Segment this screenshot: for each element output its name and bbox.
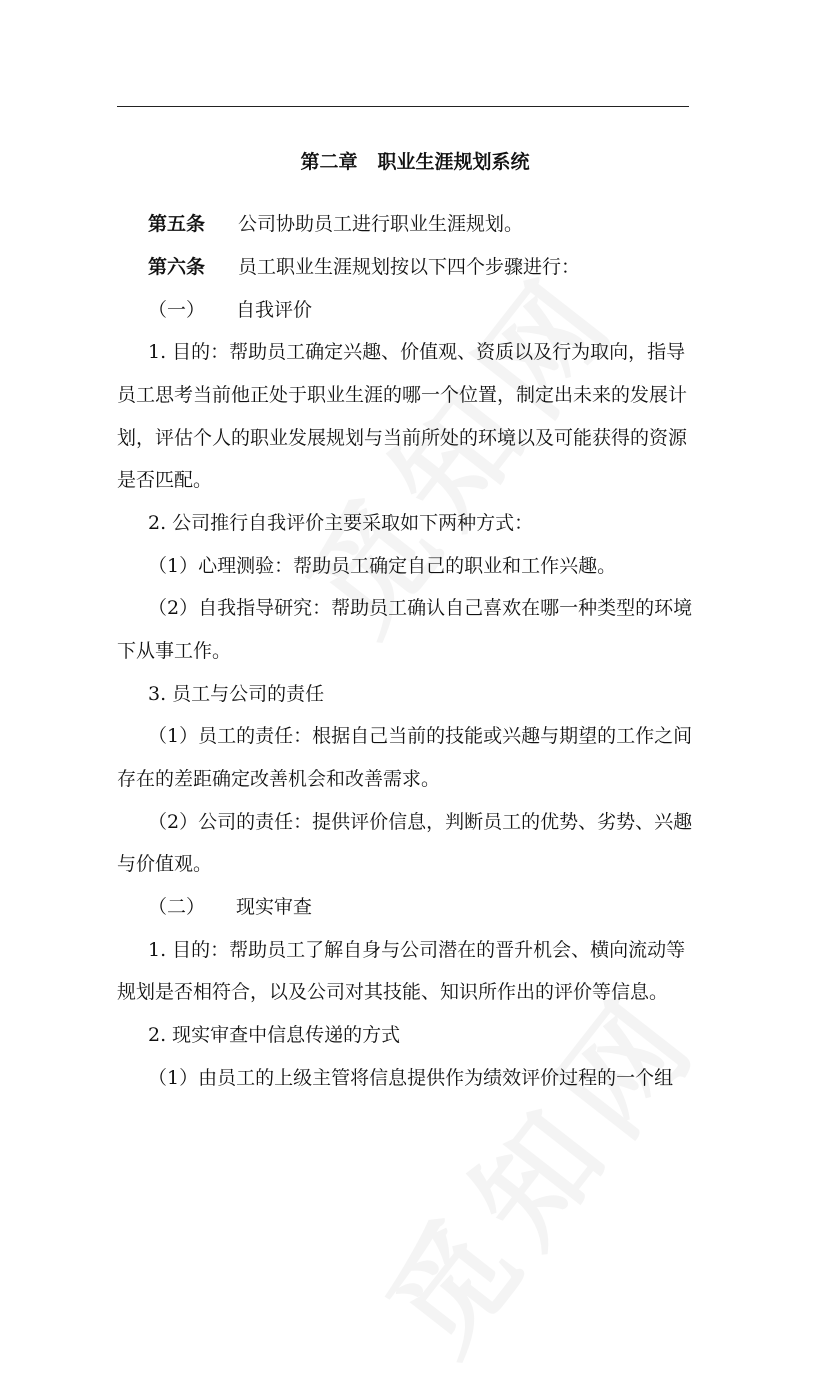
paragraph-line: 与价值观。 <box>117 853 213 875</box>
chapter-heading <box>0 148 830 176</box>
chapter-number: 第二章 <box>300 151 358 173</box>
paragraph-line: （2）公司的责任：提供评价信息，判断员工的优势、劣势、兴趣 <box>148 811 693 833</box>
watermark <box>342 950 732 1382</box>
section-number: （一） <box>148 299 206 321</box>
article-6 <box>148 253 748 281</box>
section-heading <box>148 296 748 324</box>
article-label: 第六条 <box>148 256 206 278</box>
paragraph-line: 员工思考当前他正处于职业生涯的哪一个位置，制定出未来的发展计 <box>117 384 688 406</box>
chapter-title: 职业生涯规划系统 <box>377 151 530 173</box>
article-text: 公司协助员工进行职业生涯规划。 <box>238 213 524 235</box>
paragraph-line: 划，评估个人的职业发展规划与当前所处的环境以及可能获得的资源 <box>117 427 688 449</box>
section-title: 现实审查 <box>236 896 313 918</box>
paragraph-line: （2）自我指导研究：帮助员工确认自己喜欢在哪一种类型的环境 <box>148 597 693 619</box>
article-label: 第五条 <box>148 213 206 235</box>
section-title: 自我评价 <box>236 299 313 321</box>
paragraph-line: （1）心理测验：帮助员工确定自己的职业和工作兴趣。 <box>148 555 617 577</box>
paragraph-line: 1. 目的：帮助员工了解自身与公司潜在的晋升机会、横向流动等 <box>148 939 686 961</box>
paragraph-line: （1）员工的责任：根据自己当前的技能或兴趣与期望的工作之间 <box>148 725 693 747</box>
paragraph-line: （1）由员工的上级主管将信息提供作为绩效评价过程的一个组 <box>148 1067 674 1089</box>
section-heading <box>148 893 748 921</box>
header-rule <box>117 106 689 107</box>
paragraph-line: 1. 目的：帮助员工确定兴趣、价值观、资质以及行为取向，指导 <box>148 341 686 363</box>
paragraph-line: 规划是否相符合，以及公司对其技能、知识所作出的评价等信息。 <box>117 981 669 1003</box>
section-number: （二） <box>148 896 206 918</box>
paragraph-line: 3. 员工与公司的责任 <box>148 683 325 705</box>
paragraph-line: 是否匹配。 <box>117 469 213 491</box>
paragraph-line: 2. 公司推行自我评价主要采取如下两种方式： <box>148 512 534 534</box>
paragraph-line: 存在的差距确定改善机会和改善需求。 <box>117 768 441 790</box>
article-5 <box>148 210 748 238</box>
article-text: 员工职业生涯规划按以下四个步骤进行： <box>238 256 581 278</box>
paragraph-line: 2. 现实审查中信息传递的方式 <box>148 1024 401 1046</box>
paragraph-line: 下从事工作。 <box>117 640 232 662</box>
